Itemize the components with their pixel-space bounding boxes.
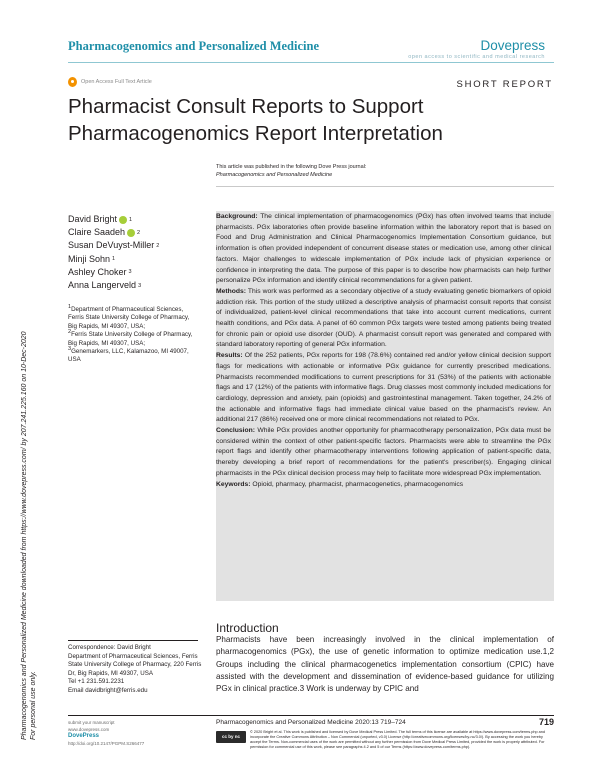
page-number: 719 xyxy=(538,717,554,727)
author[interactable]: Ashley Choker 3 xyxy=(68,266,159,279)
author-name: David Bright xyxy=(68,214,118,224)
affiliation-number: 2 xyxy=(68,329,72,336)
author-name: Minji Sohn xyxy=(68,253,111,264)
abstract-label: Conclusion: xyxy=(216,427,255,435)
affiliation-text: Genemarkers, LLC, Kalamazoo, MI 49007, USA xyxy=(68,348,189,364)
affiliation xyxy=(68,345,198,365)
affiliation-number: 1 xyxy=(68,303,72,310)
footer-divider xyxy=(68,715,554,716)
abstract-label: Methods: xyxy=(216,287,246,295)
section-heading: Introduction xyxy=(216,621,279,635)
publication-note-line: This article was published in the following Dove Press journal: xyxy=(216,164,367,170)
intro-paragraph: Pharmacists have been increasingly involved in the clinical implementation of pharmacogenomics (PGx), the use of genetic information to optimize medication use.1,2 Groups including the clinical pharmacogenetics implementation consortium (CPIC) have assisted with the development and dissemination of evidence-based guidance for utilizing PGx in clinical practice.3 Work is underway by CPIC and xyxy=(216,635,554,694)
publication-note-divider xyxy=(216,186,554,187)
abstract-keywords xyxy=(216,480,551,491)
open-access-row xyxy=(68,77,152,87)
article-title xyxy=(68,93,538,147)
affiliation-text: Department of Pharmaceutical Sciences, Ferris State University College of Pharmacy, Big Rapids, MI 49307, USA; xyxy=(68,306,190,330)
title-line-2: Pharmacogenomics Report Interpretation xyxy=(68,122,443,145)
cc-license-icon[interactable]: cc by nc xyxy=(216,731,246,743)
download-watermark-line-2: For personal use only. xyxy=(30,671,37,740)
author[interactable]: David Bright 1 xyxy=(68,213,159,226)
correspondence xyxy=(68,644,204,696)
header-divider xyxy=(68,62,554,63)
submit-link[interactable]: submit your manuscript xyxy=(68,720,115,725)
orcid-icon[interactable] xyxy=(119,216,127,224)
abstract-conclusion xyxy=(216,426,551,480)
correspondence-address: Department of Pharmaceutical Sciences, Ferris State University College of Pharmacy, 220 Ferris Dr, Big Rapids, MI 49307, USA xyxy=(68,652,202,677)
abstract-methods-text: This work was performed as a secondary objective of a study evaluating genetic biomarkers of opioid addiction risk. This portion of the study utilized a descriptive analysis of pharmacist consult reports that consist of individualized, patient-level clinical recommendations that take into account current medications, current health conditions, and PGx data. A panel of 60 common PGx targets were tested among patients being treated for chronic pain or opioid use disorder (OUD). A pharmacist consult report was generated and compared with standard laboratory reporting of general PGx information. xyxy=(216,287,551,349)
abstract xyxy=(216,212,551,490)
abstract-background-text: The clinical implementation of pharmacogenomics (PGx) has often involved teams that include pharmacists. PGx laboratories often provide baseline information within the laboratory report that is based on Food and Drug Administration and Clinical Pharmacogenomics Implementation Consortium guidance, but information is often provided independent of concurrent disease states or medication use, among other clinical factors. Major challenges to widescale implementation of PGx include lack of physician experience or confidence in interpreting the data. The purpose of this paper is to describe how pharmacists can help further personalize PGx information and identify clinical recommendations for a given patient. xyxy=(216,213,551,285)
abstract-keywords-text: Opioid, pharmacy, pharmacist, pharmacogenetics, pharmacogenomics xyxy=(252,480,464,488)
doi-link[interactable]: http://doi.org/10.2147/PGPM.S266477 xyxy=(68,741,145,746)
affiliation-text: Ferris State University College of Pharmacy, Big Rapids, MI 49307, USA; xyxy=(68,331,193,347)
affiliations xyxy=(68,303,198,365)
publisher-tagline: open access to scientific and medical research xyxy=(408,54,545,60)
author[interactable]: Susan DeVuyst-Miller 2 xyxy=(68,239,159,252)
affiliation xyxy=(68,303,198,331)
abstract-results xyxy=(216,351,551,426)
download-watermark-line-1: Pharmacogenomics and Personalized Medicine downloaded from https://www.dovepress.com/ by 207.241.225.160 on 10-Dec-2020 xyxy=(21,331,28,740)
affiliation xyxy=(68,331,198,348)
correspondence-email[interactable]: Email davidbright@ferris.edu xyxy=(68,686,148,694)
author[interactable]: Anna Langerveld 3 xyxy=(68,279,159,292)
publisher-logo[interactable] xyxy=(408,38,545,60)
abstract-label: Background: xyxy=(216,213,258,220)
publisher-name: Dovepress xyxy=(480,38,545,53)
author-name: Anna Langerveld xyxy=(68,280,137,291)
abstract-conclusion-text: While PGx provides another opportunity for pharmacotherapy personalization, PGx data must be considered within the context of other patient-specific factors. Pharmacists were able to streamline the PGx report flags and identify other pharmacotherapy interventions following application of patient-specific data, thereby developing a brief report of recommendations for the patient's prescriber(s). Engaging clinical pharmacists in the PGx clinical decision process may help to facilitate more widespread PGx implementation. xyxy=(216,427,551,477)
abstract-results-text: Of the 252 patients, PGx reports for 198 (78.6%) contained red and/or yellow clinical decision support flags for medications with actionable or informative PGx guidance for currently prescribed medications. Pharmacists recommended modifications to current prescriptions for 31 (53%) of the patients with actionable flags and 17 (12%) of the patients with informative flags. Drug classes most commonly included medications for cardiology, depression and anxiety, pain (opioids) and gastrointestinal management. Taken together, 24.2% of the actionable and informative flags had immediate clinical value based on the pharmacist's review. An additional 217 (86%) received one or more clinical recommendations not related to PGx. xyxy=(216,352,551,424)
download-watermark xyxy=(20,331,38,740)
correspondence-phone: Tel +1 231.591.2231 xyxy=(68,678,125,686)
abstract-methods xyxy=(216,287,551,351)
correspondence-name: Correspondence: David Bright xyxy=(68,644,151,651)
correspondence-divider xyxy=(68,640,198,641)
author-name: Susan DeVuyst-Miller xyxy=(68,240,155,251)
abstract-label: Results: xyxy=(216,352,243,360)
abstract-background xyxy=(216,212,551,287)
footer-links xyxy=(68,719,144,747)
author-name: Ashley Choker xyxy=(68,266,127,277)
publication-journal[interactable]: Pharmacogenomics and Personalized Medicine xyxy=(216,172,333,178)
footer-citation: Pharmacogenomics and Personalized Medicine 2020:13 719–724 xyxy=(216,719,406,726)
journal-title[interactable]: Pharmacogenomics and Personalized Medicine xyxy=(68,39,320,53)
site-link[interactable]: www.dovepress.com xyxy=(68,727,110,732)
author[interactable]: Minji Sohn 1 xyxy=(68,253,159,266)
open-access-icon xyxy=(68,77,77,87)
author-list xyxy=(68,213,159,292)
author[interactable]: Claire Saadeh 2 xyxy=(68,226,159,239)
affiliation-number: 3 xyxy=(68,345,72,352)
abstract-label: Keywords: xyxy=(216,480,251,488)
open-access-label: Open Access Full Text Article xyxy=(81,79,152,85)
title-line-1: Pharmacist Consult Reports to Support xyxy=(68,95,424,118)
author-name: Claire Saadeh xyxy=(68,227,126,238)
license-text: © 2020 Bright et al. This work is published and licensed by Dove Medical Press Limited. The full terms of this license are available at https://www.dovepress.com/terms.php and incorporate the Creative Commons Attribution – Non Commercial (unported, v3.0) License (http://creativecommons.org/licenses/by-nc/3.0/). By accessing the work you hereby accept the Terms. Non-commercial uses of the work are permitted without any further permission from Dove Medical Press Limited, provided the work is properly attributed. For permission for commercial use of this work, please see paragraphs 4.2 and 5 of our Terms (https://www.dovepress.com/terms.php). xyxy=(250,730,545,750)
article-type: SHORT REPORT xyxy=(456,79,553,90)
footer-publisher[interactable]: DovePress xyxy=(68,733,100,739)
publication-note xyxy=(216,163,366,179)
orcid-icon[interactable] xyxy=(127,229,135,237)
